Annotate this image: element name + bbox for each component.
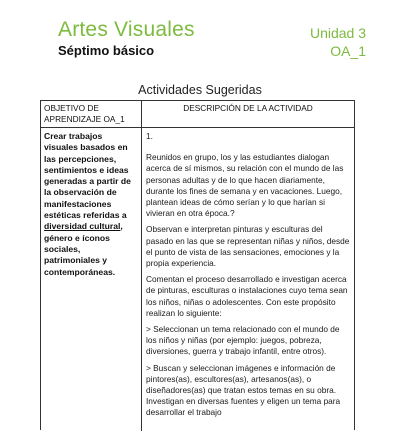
activity-paragraph: > Buscan y seleccionan imágenes e información de pintores(as), escultores(as), artesanos(as), o diseñadores(as) que tratan estos temas en su obra. Investigan en diversas fuentes y eligen un tema para desarrollar el trabajo [146, 362, 341, 418]
description-cell [142, 128, 354, 431]
unit-label: Unidad 3 [309, 25, 366, 41]
objective-underlined-text: diversidad cultural [44, 221, 121, 232]
objective-text-end: , género e íconos sociales, patrimoniales y contemporáneas. [44, 221, 123, 277]
section-title: Actividades Sugeridas [138, 83, 262, 97]
activity-paragraph: Reunidos en grupo, los y las estudiantes dialogan acerca de sí mismos, su relación con el mundo de las personas adultas y de lo que hacen diariamente, durante los fines de semana y en vacaciones. Luego, plantean ideas de cómo serían y lo que harían si vivieran en otra época.? [146, 152, 344, 219]
objective-text: Crear trabajos visuales basados en las percepciones, sentimientos e ideas generadas a partir de la observación de manifestaciones estéticas referidas a [44, 131, 131, 221]
description-column-header: DESCRIPCIÓN DE LA ACTIVIDAD [183, 103, 313, 113]
grade-subtitle: Séptimo básico [58, 43, 155, 58]
activity-paragraph: > Seleccionan un tema relacionado con el mundo de los niños y niñas (por ejemplo: juegos, pobreza, diversiones, guerra y trabajo infantil, entre otros). [146, 324, 340, 357]
subject-title: Artes Visuales [58, 18, 195, 41]
objective-code: OA_1 [330, 43, 366, 59]
table-row [41, 128, 354, 431]
activities-table [40, 100, 355, 430]
objective-column-header: OBJETIVO DE APRENDIZAJE OA_1 [41, 101, 142, 127]
objective-cell [41, 128, 142, 431]
table-header-row [41, 101, 354, 128]
activity-paragraph: Comentan el proceso desarrollado e investigan acerca de pinturas, esculturas o instalaciones cuyo tema sean los niños, niñas o adolescentes. Con este propósito realizan lo siguiente: [146, 274, 348, 318]
activity-number: 1. [146, 131, 153, 141]
activity-paragraph: Observan e interpretan pinturas y esculturas del pasado en las que se representan niñas y niños, desde el punto de vista de las sensaciones, emociones y la propia experiencia. [146, 224, 350, 269]
